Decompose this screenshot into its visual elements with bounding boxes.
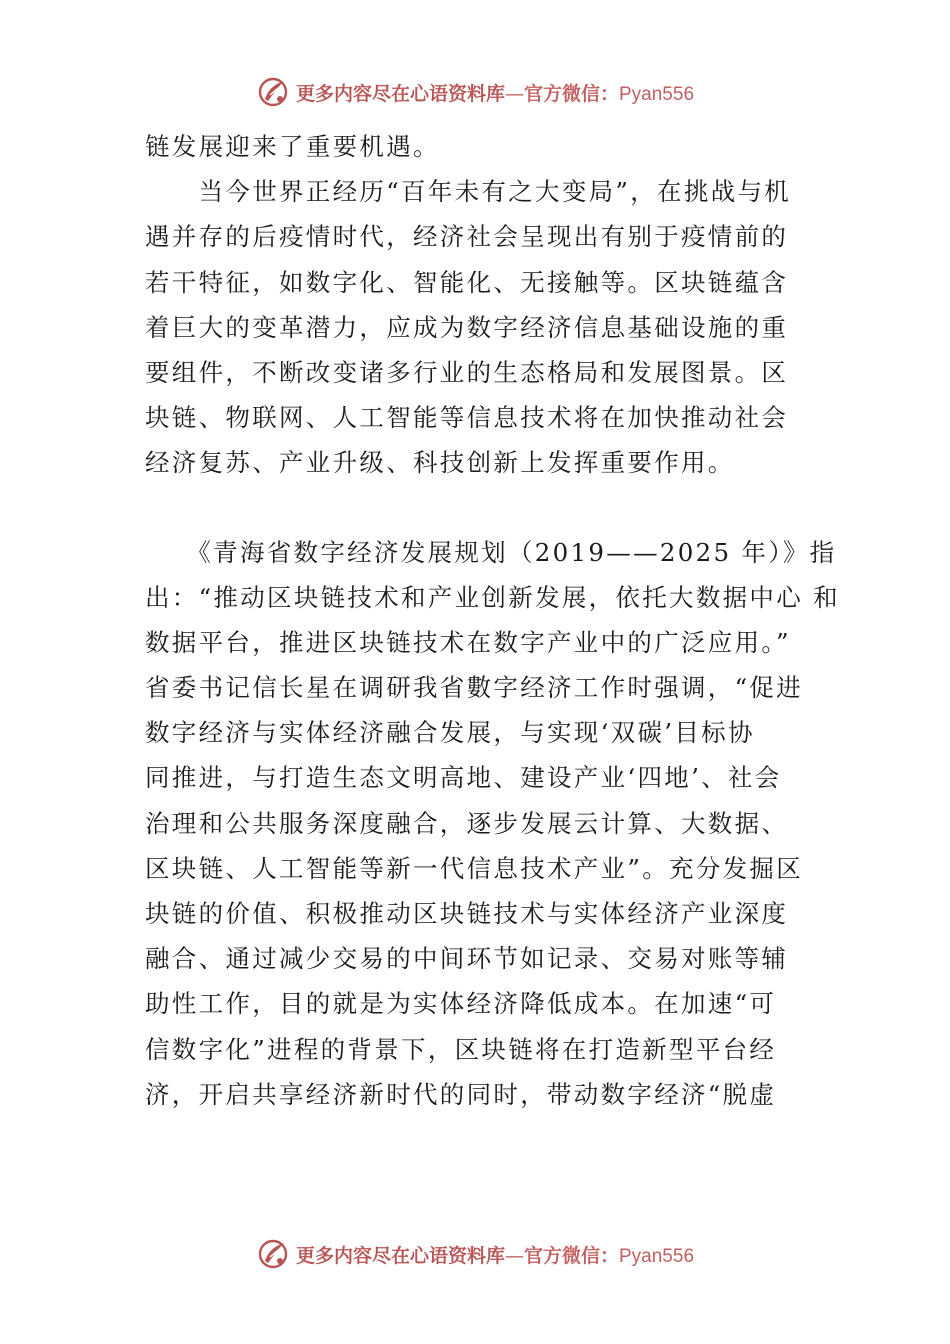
text-line: 链发展迎来了重要机遇。 xyxy=(145,132,440,161)
text-line: 经济复苏、产业升级、科技创新上发挥重要作用。 xyxy=(145,448,735,478)
paragraph-2 xyxy=(145,169,845,485)
text-line: 若干特征，如数字化、智能化、无接触等。区块链蕴含 xyxy=(145,267,789,297)
paragraph-spacer xyxy=(145,486,845,530)
text-line: 区块链、人工智能等新一代信息技术产业”。充分发掘区 xyxy=(145,853,804,883)
text-line: 出：“推动区块链技术和产业创新发展，依托大数据中心 和 xyxy=(145,582,840,612)
text-line: 遇并存的后疫情时代，经济社会呈现出有别于疫情前的 xyxy=(145,222,789,252)
footer-watermark xyxy=(0,1234,950,1274)
paragraph-3 xyxy=(145,530,845,1117)
footer-watermark-text: 更多内容尽在心语资料库—官方微信：Pyan556 xyxy=(295,1244,695,1267)
text-line: 块链、物联网、人工智能等信息技术将在加快推动社会 xyxy=(145,403,789,433)
header-watermark xyxy=(0,72,950,112)
text-line: 数据平台，推进区块链技术在数字产业中的广泛应用。” xyxy=(145,627,791,657)
text-line: 助性工作，目的就是为实体经济降低成本。在加速“可 xyxy=(145,989,777,1019)
text-line: 信数字化”进程的背景下，区块链将在打造新型平台经 xyxy=(145,1034,777,1064)
paragraph-1 xyxy=(145,124,845,169)
header-watermark-text: 更多内容尽在心语资料库—官方微信：Pyan556 xyxy=(295,82,695,105)
text-line: 着巨大的变革潜力，应成为数字经济信息基础设施的重 xyxy=(145,312,789,342)
text-line: 省委书记信长星在调研我省數字经济工作时强调，“促进 xyxy=(145,673,804,703)
text-line: 数字经济与实体经济融合发展，与实现‘双碳’目标协 xyxy=(145,718,755,748)
text-line: 块链的价值、积极推动区块链技术与实体经济产业深度 xyxy=(145,899,789,928)
text-line: 当今世界正经历“百年未有之大变局”，在挑战与机 xyxy=(145,177,792,207)
text-line: 治理和公共服务深度融合，逐步发展云计算、大数据、 xyxy=(145,808,789,838)
brand-logo-icon xyxy=(256,1237,290,1271)
text-line: 要组件，不断改变诸多行业的生态格局和发展图景。区 xyxy=(145,357,789,387)
brand-logo-icon xyxy=(256,75,290,109)
text-line: 济，开启共享经济新时代的同时，带动数字经济“脱虚 xyxy=(145,1079,777,1109)
text-line: 融合、通过减少交易的中间环节如记录、交易对账等辅 xyxy=(145,944,789,974)
text-line: 《青海省数字经济发展规划（2019——2025 年）》指 xyxy=(145,537,837,567)
document-body xyxy=(145,124,845,1117)
text-line: 同推进，与打造生态文明高地、建设产业‘四地’、社会 xyxy=(145,763,782,793)
